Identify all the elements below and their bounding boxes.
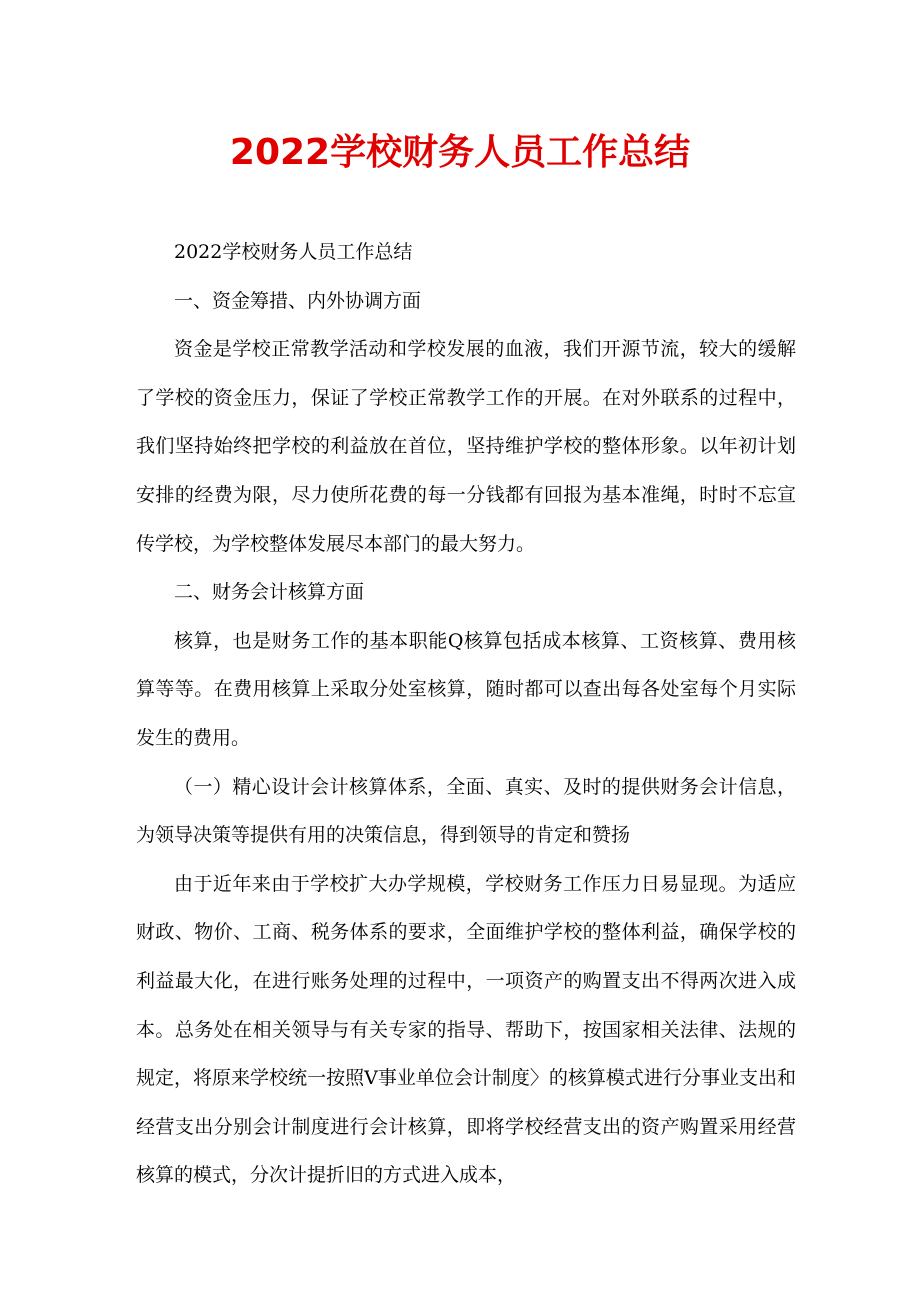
subsection-heading-system: （一）精心设计会计核算体系，全面、真实、及时的提供财务会计信息，为领导决策等提供有用的决策信息，得到领导的肯定和赞扬	[136, 775, 796, 847]
document-title: 2022学校财务人员工作总结	[229, 132, 691, 173]
paragraph-funding: 资金是学校正常教学活动和学校发展的血液，我们开源节流，较大的缓解了学校的资金压力，保证了学校正常教学工作的开展。在对外联系的过程中，我们坚持始终把学校的利益放在首位，坚持维护学校的整体形象。以年初计划安排的经费为限，尽力使所花费的每一分钱都有回报为基本准绳，时时不忘宣传学校，为学校整体发展尽本部门的最大努力。	[136, 338, 796, 555]
subtitle-paragraph: 2022学校财务人员工作总结	[174, 241, 413, 263]
document-body	[136, 228, 796, 1200]
section-heading-funding: 一、资金筹措、内外协调方面	[174, 289, 422, 312]
section-heading-accounting: 二、财务会计核算方面	[174, 581, 365, 604]
paragraph-accounting: 核算，也是财务工作的基本职能Q核算包括成本核算、工资核算、费用核算等等。在费用核算上采取分处室核算，随时都可以查出每各处室每个月实际发生的费用。	[136, 629, 796, 749]
paragraph-system: 由于近年来由于学校扩大办学规模，学校财务工作压力日易显现。为适应财政、物价、工商、税务体系的要求，全面维护学校的整体利益，确保学校的利益最大化，在进行账务处理的过程中，一项资产的购置支出不得两次进入成本。总务处在相关领导与有关专家的指导、帮助下，按国家相关法律、法规的规定，将原来学校统一按照Ⅴ事业单位会计制度〉的核算模式进行分事业支出和经营支出分别会计制度进行会计核算，即将学校经营支出的资产购置采用经营核算的模式，分次计提折旧的方式进入成本，	[136, 872, 796, 1187]
